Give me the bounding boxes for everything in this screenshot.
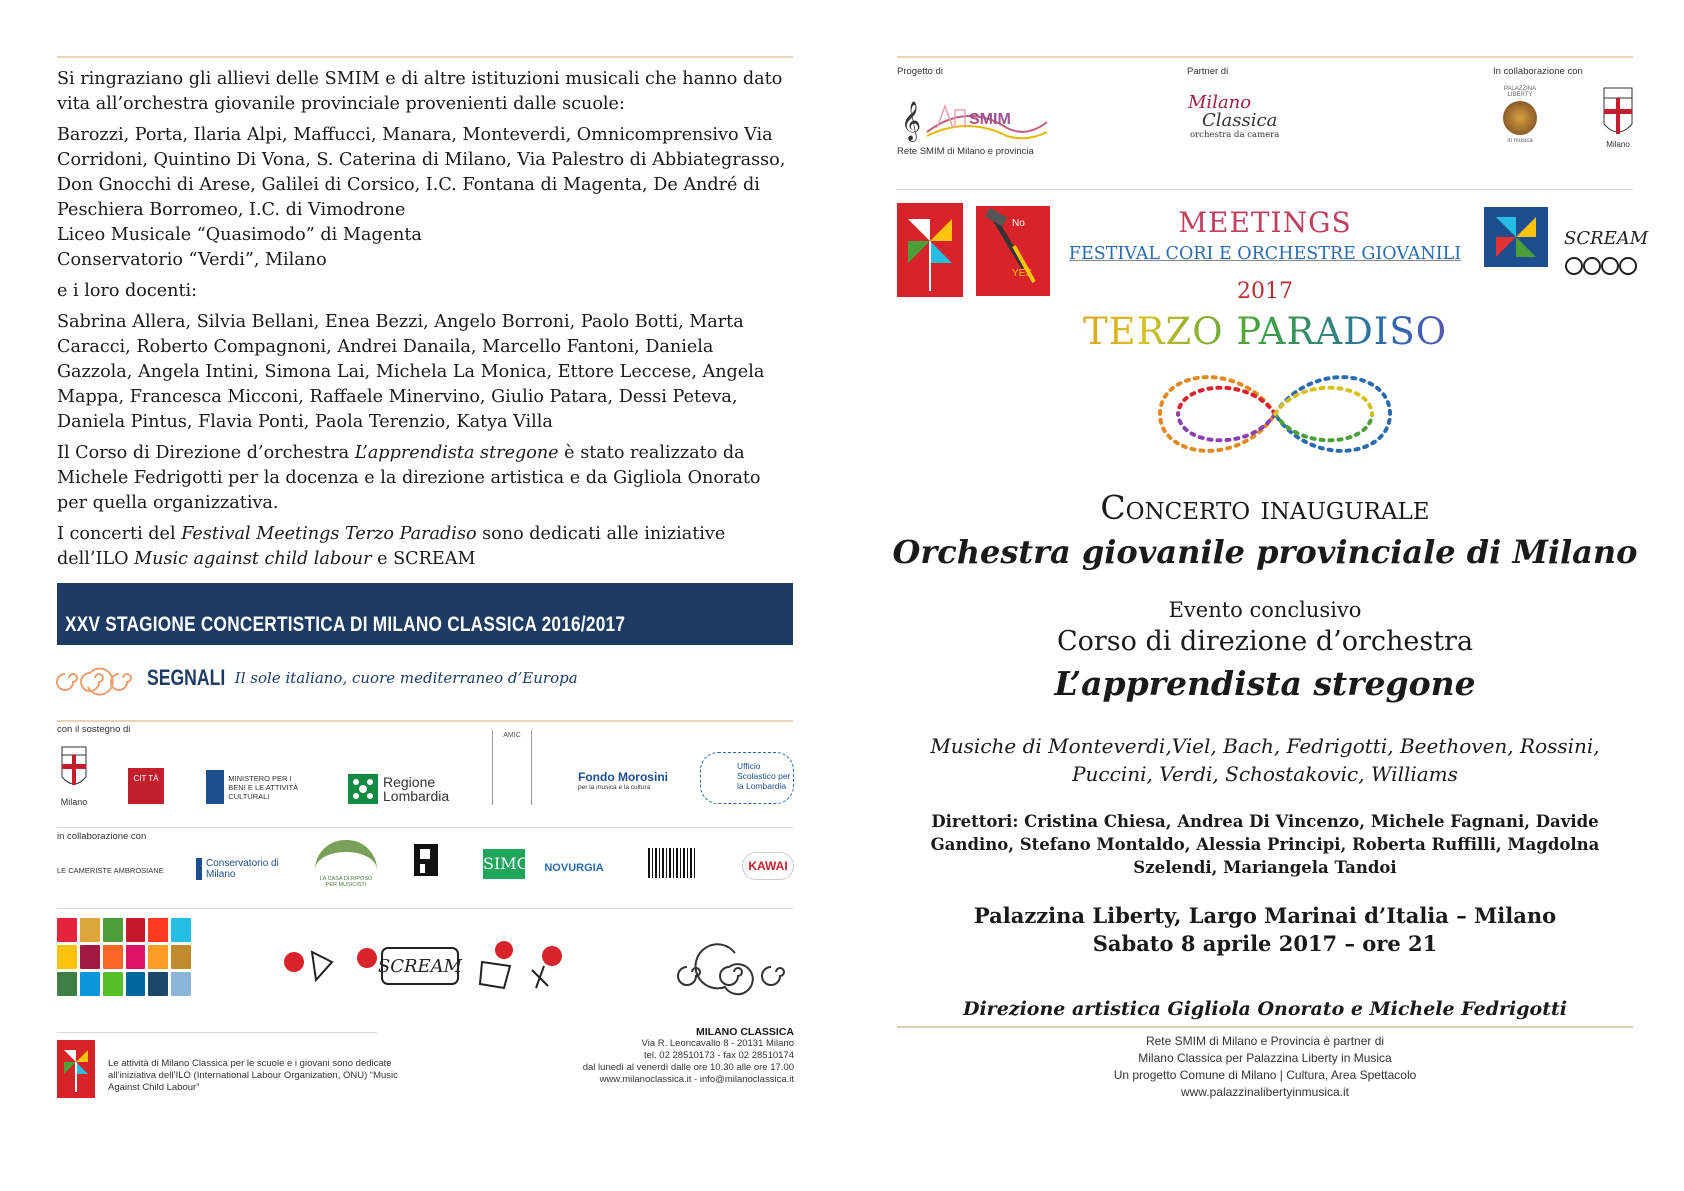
ilo-pinwheel-icon — [57, 1040, 95, 1098]
ilo-footer-text: Le attività di Milano Classica per le scuole e i giovani sono dedicate all’iniziativa dell’ILO (International Labour Organization, ONU) “Music Against Child Labour” — [108, 1058, 398, 1093]
svg-text:SCREAM: SCREAM — [377, 956, 463, 977]
mc-tel: tel. 02 28510173 - fax 02 28510174 — [643, 1050, 794, 1061]
date-time: Sabato 8 aprile 2017 – ore 21 — [1092, 931, 1438, 956]
segnali-word: SEGNALI — [147, 665, 226, 690]
sponsor-rule — [57, 720, 793, 722]
regione-lombardia-logo: Regione Lombardia — [348, 774, 460, 804]
p-logo — [414, 844, 438, 876]
mc-hours: dal lunedì al venerdì dalle ore 10.30 alle ore 17.00 — [582, 1062, 794, 1073]
svg-text:SMIM: SMIM — [969, 111, 1011, 128]
sostegno-label: con il sostegno di — [57, 724, 131, 735]
svg-text:No: No — [1012, 218, 1025, 229]
mc-name: MILANO CLASSICA — [696, 1026, 794, 1038]
barcode-logo — [648, 848, 696, 878]
partner-label: Partner di — [1187, 66, 1229, 77]
milano-crest-logo: Milano — [57, 745, 91, 807]
corso-title: Corso di direzione d’orchestra — [1056, 626, 1474, 657]
simc-logo: SIMC — [483, 849, 525, 879]
meetings-rule — [897, 189, 1633, 190]
bottom-rule-right — [897, 1026, 1633, 1028]
milano-classica-contacts — [494, 1026, 794, 1086]
palazzina-liberty-logo: PALAZZINA LIBERTY in musica — [1503, 86, 1537, 144]
sdg-rule — [57, 908, 793, 909]
meetings-title: MEETINGS — [1178, 206, 1352, 239]
crest-icon — [59, 745, 89, 795]
spiral-icon — [57, 660, 137, 696]
scream-illustration — [282, 936, 572, 998]
palazzina-emblem-icon — [1503, 101, 1537, 135]
thanks-text — [57, 67, 792, 578]
segnali-motto: Il sole italiano, cuore mediterraneo d’Europa — [234, 669, 578, 687]
smim-logo — [897, 88, 1051, 146]
collab-label-left: in collaborazione con — [57, 831, 147, 842]
direttori-list: Direttori: Cristina Chiesa, Andrea Di Vincenzo, Michele Fagnani, Davide Gandino, Stefano Montaldo, Alessia Principi, Roberta Ruffilli, Magdolna Szelendi, Mariangela Tandoi — [930, 812, 1600, 877]
pinwheel-logo — [1484, 207, 1548, 267]
concerto-inaugurale: Concerto inaugurale — [1100, 488, 1430, 527]
ufficio-scolastico-logo: Ufficio Scolastico per la Lombardia — [700, 752, 794, 804]
crest-icon — [1601, 86, 1635, 142]
terzo-paradiso-title: TERZO PARADISO — [897, 310, 1633, 353]
mc-web-link[interactable]: www.milanoclassica.it - info@milanoclassica.it — [599, 1074, 794, 1085]
thanks-intro: Si ringraziano gli allievi delle SMIM e di altre istituzioni musicali che hanno dato vita all’orchestra giovanile provinciale provenienti dalle scuole: — [57, 69, 783, 114]
schools-conservatorio: Conservatorio “Verdi”, Milano — [57, 250, 327, 270]
citta-logo: CIT TÀ — [128, 768, 164, 804]
milano-classica-logo: Milano Classica orchestra da camera — [1188, 92, 1280, 140]
top-rule-left — [57, 56, 793, 58]
schools-list: Barozzi, Porta, Ilaria Alpi, Maffucci, Manara, Monteverdi, Omnicomprensivo Via Corridoni, Quintino Di Vona, S. Caterina di Milano, Via Palestro di Abbiategrasso, Don Gnocchi di Arese, Galilei di Corsico, I.C. Fontana di Magenta, De André di Peschiera Borromeo, I.C. di Vimodrone — [57, 125, 786, 220]
season-banner: XXV STAGIONE CONCERTISTICA DI MILANO CLASSICA 2016/2017 — [57, 583, 793, 645]
spirals-decoration-icon — [676, 942, 794, 1000]
apprendista-title: L’apprendista stregone — [1054, 664, 1476, 703]
ministero-emblem-icon — [206, 770, 224, 804]
teachers-intro: e i loro docenti: — [57, 281, 198, 301]
musiche-list: Musiche di Monteverdi,Viel, Bach, Fedrigotti, Beethoven, Rossini, Puccini, Verdi, Schostakovic, Williams — [930, 734, 1600, 786]
collab-rule — [57, 827, 793, 828]
orchestra-title: Orchestra giovanile provinciale di Milano — [892, 533, 1638, 571]
venue: Palazzina Liberty, Largo Marinai d’Italia – Milano — [973, 903, 1557, 928]
footer-rule — [57, 1032, 377, 1033]
casa-verdi-logo: LA CASA DI RIPOSO PER MUSICISTI — [315, 840, 377, 882]
progetto-label: Progetto di — [897, 66, 943, 77]
direzione-artistica: Direzione artistica Gigliola Onorato e Michele Fedrigotti — [962, 998, 1568, 1020]
corso-credits: Il Corso di Direzione d’orchestra L’apprendista stregone è stato realizzato da Michele Fedrigotti per la docenza e la direzione artistica e da Gigliola Onorato per quella organizzativa. — [57, 443, 761, 513]
terzo-paradiso-infinity-emblem — [1140, 360, 1410, 468]
evento-conclusivo: Evento conclusivo — [1168, 598, 1362, 622]
festival-subtitle: FESTIVAL CORI E ORCHESTRE GIOVANILI — [1068, 244, 1462, 264]
sdg-goals-grid — [57, 918, 191, 996]
collab-label-right: In collaborazione con — [1493, 66, 1583, 77]
venue-and-date — [880, 902, 1650, 958]
svg-text:𝄞: 𝄞 — [901, 101, 922, 141]
segnali-logo — [57, 660, 578, 696]
svg-text:YES: YES — [1012, 268, 1033, 279]
palazzina-web-link[interactable]: www.palazzinalibertyinmusica.it — [1180, 1085, 1350, 1099]
fondo-morosini-logo: Fondo Morosini per la musica e la cultura — [578, 770, 668, 791]
mc-address: Via R. Leoncavallo 8 - 20131 Milano — [641, 1038, 794, 1049]
schools-liceo: Liceo Musicale “Quasimodo” di Magenta — [57, 225, 422, 245]
p-mark-icon — [414, 844, 438, 876]
novurgia-logo: NOVURGIA — [544, 862, 604, 874]
concerti-dedication: I concerti del Festival Meetings Terzo Paradiso sono dedicati alle iniziative dell’ILO Music against child labour e SCREAM — [57, 524, 726, 569]
conservatorio-logo: Conservatorio di Milano — [196, 858, 286, 880]
milano-crest-logo-right: Milano — [1600, 86, 1636, 149]
right-footer: Rete SMIM di Milano e Provincia è partner di Milano Classica per Palazzina Liberty in Musica Un progetto Comune di Milano | Cultura, Area Spettacolo www.palazzinalibertyinmusica.it — [897, 1033, 1633, 1101]
year-label: 2017 — [1237, 279, 1293, 304]
ministero-logo: MINISTERO PER I BENI E LE ATTIVITÀ CULTURALI — [206, 770, 306, 804]
amic-logo: AMIC — [492, 730, 532, 805]
cameriste-logo: LE CAMERISTE AMBROSIANE — [57, 866, 164, 875]
top-rule-right — [897, 56, 1633, 58]
rosa-camuna-icon — [348, 774, 378, 804]
kawai-logo: KAWAI — [742, 852, 794, 880]
teachers-list: Sabrina Allera, Silvia Bellani, Enea Bezzi, Angelo Borroni, Paolo Botti, Marta Caracci, Roberto Compagnoni, Andrei Danaila, Marcello Fantoni, Daniela Gazzola, Angela Intini, Simona Lai, Michela La Monica, Ettore Leccese, Angela Mappa, Francesca Micconi, Raffaele Minervino, Giulio Patara, Dessi Peteva, Daniela Pintus, Flavia Ponti, Paola Terenzio, Katya Villa — [57, 312, 765, 432]
scream-logo — [1560, 222, 1649, 284]
svg-text:SCREAM: SCREAM — [1564, 228, 1649, 249]
smim-caption: Rete SMIM di Milano e provincia — [897, 146, 1034, 157]
